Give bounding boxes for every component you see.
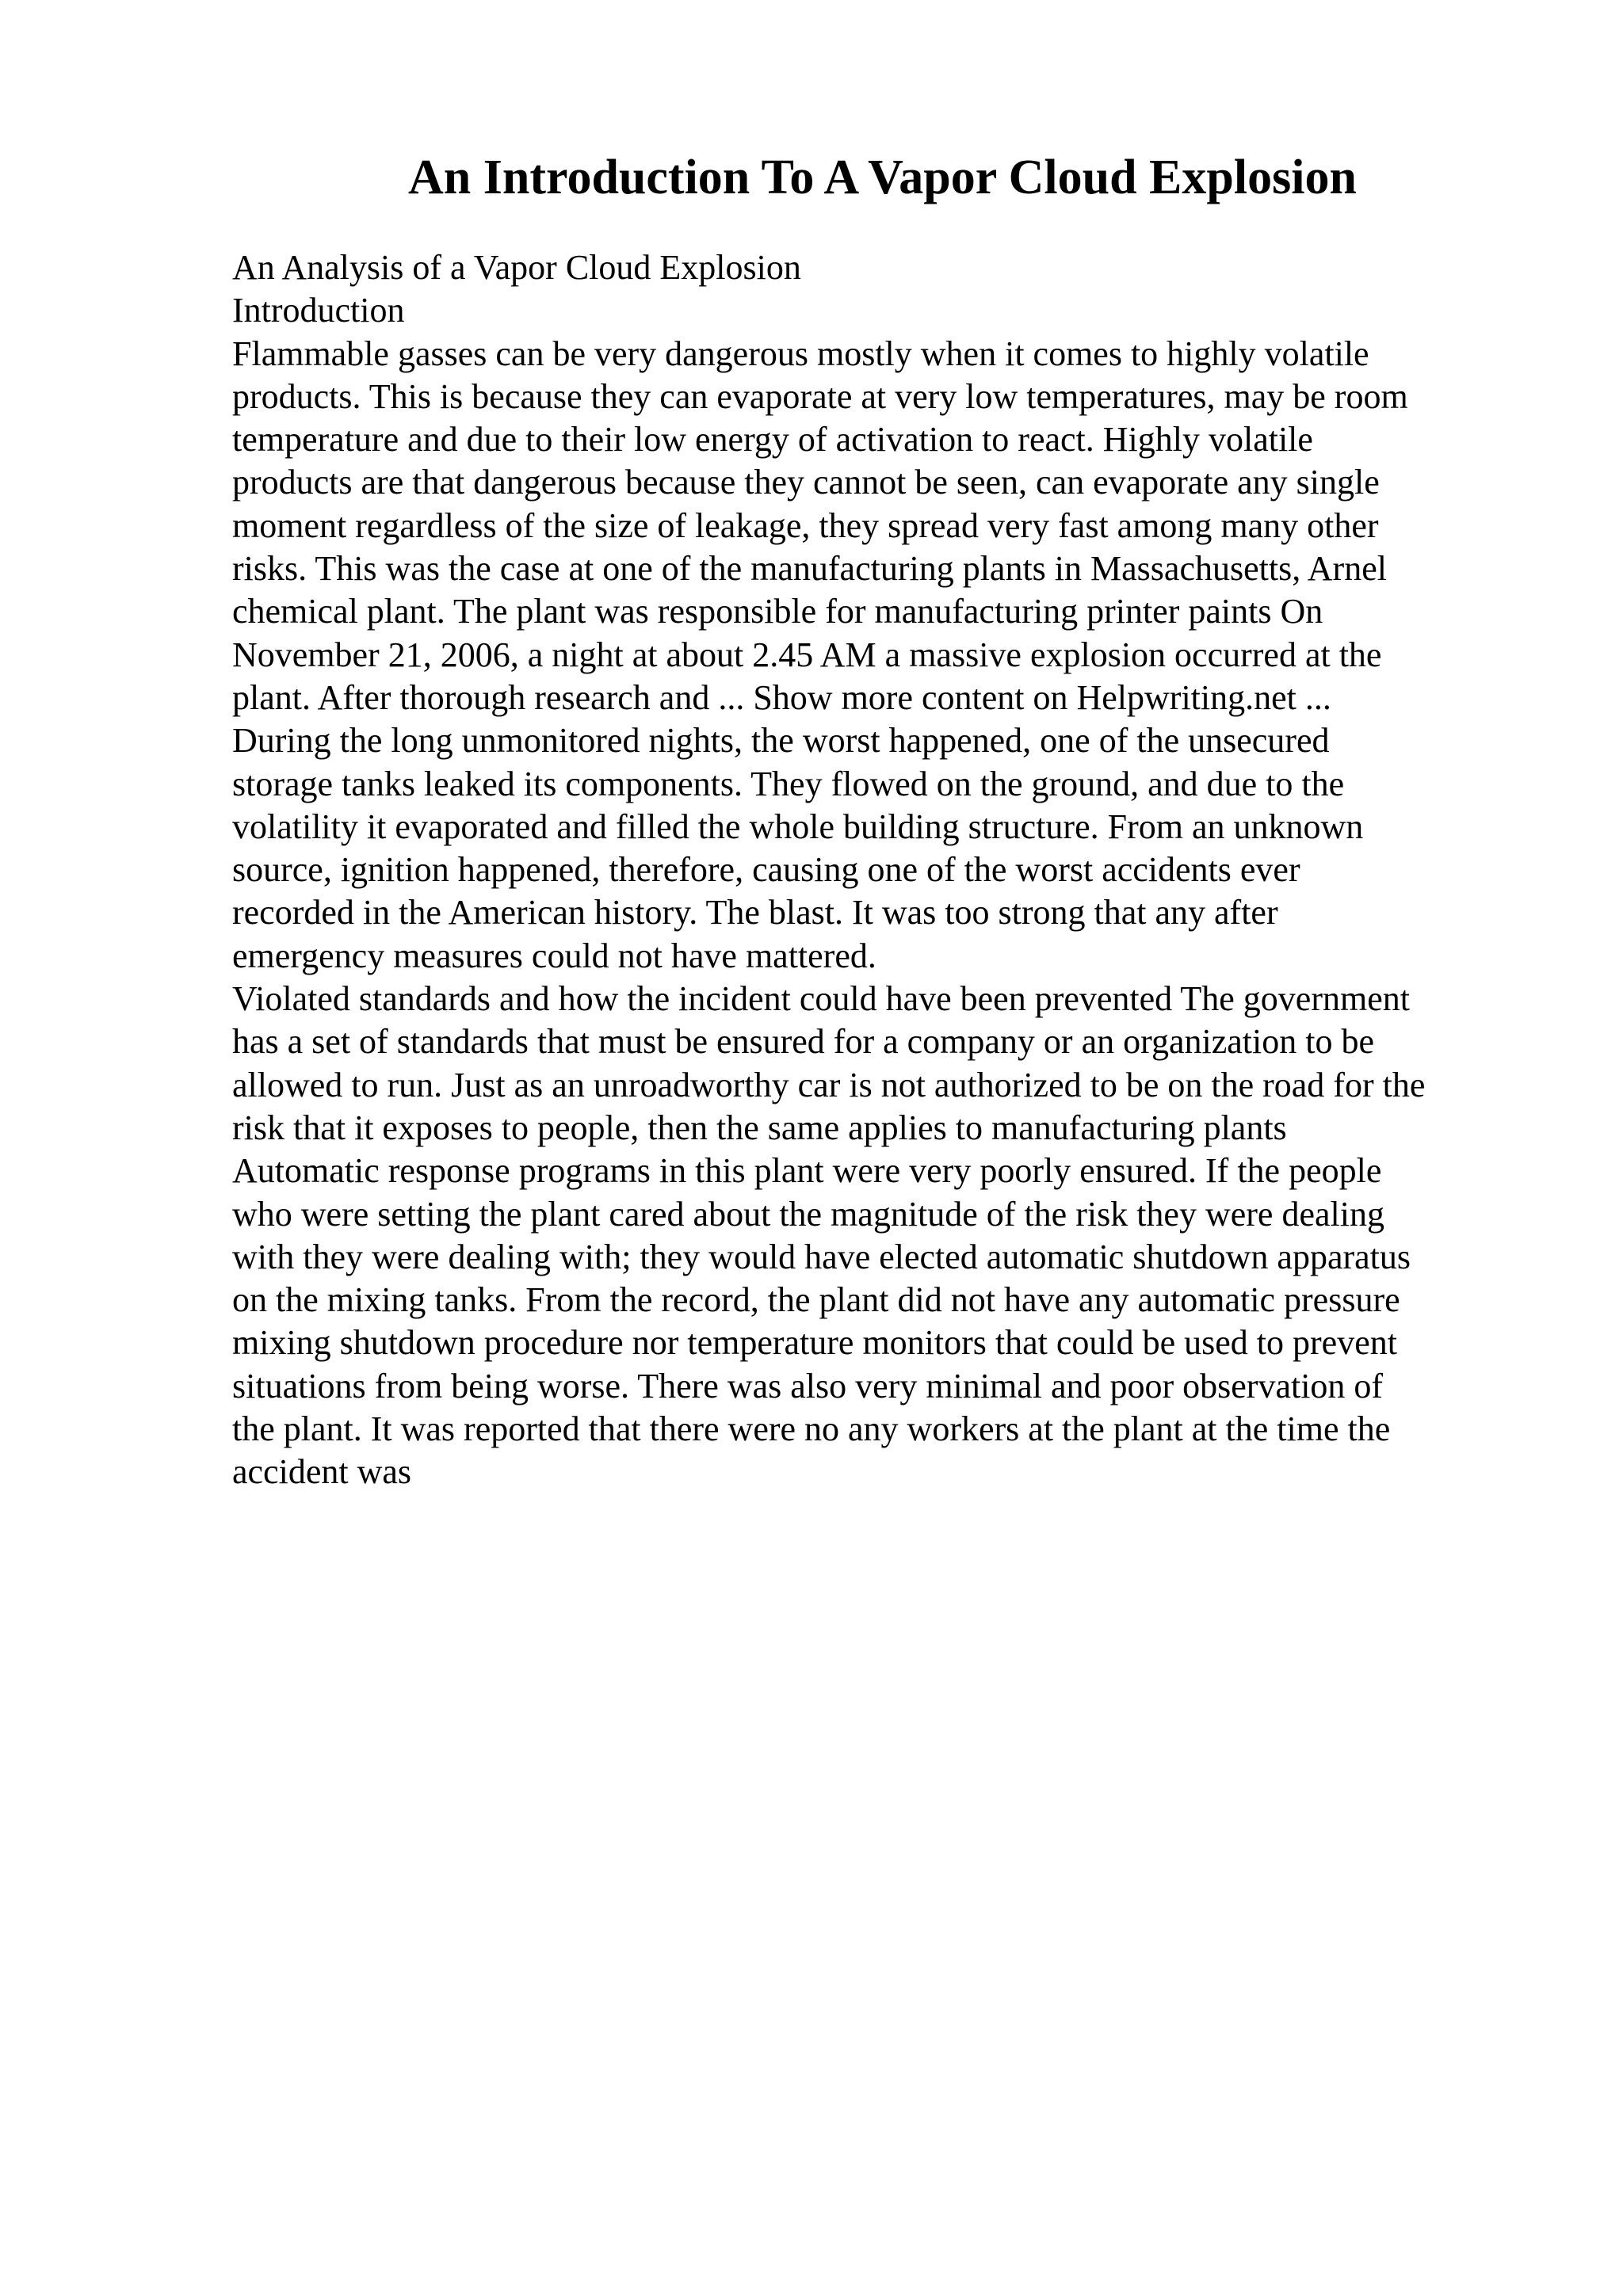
body-text-line: with they were dealing with; they would have elected automatic shutdown apparatus [232,1237,1411,1276]
body-text-line: storage tanks leaked its components. They flowed on the ground, and due to the [232,764,1345,803]
body-text-line: who were setting the plant cared about the magnitude of the risk they were dealing [232,1194,1384,1234]
body-text-line: on the mixing tanks. From the record, the plant did not have any automatic pressure [232,1280,1400,1320]
body-text-line: November 21, 2006, a night at about 2.45 AM a massive explosion occurred at the [232,635,1382,674]
body-text-line: risk that it exposes to people, then the same applies to manufacturing plants [232,1108,1287,1147]
body-text-line: During the long unmonitored nights, the worst happened, one of the unsecured [232,721,1330,761]
body-text-line: allowed to run. Just as an unroadworthy car is not authorized to be on the road for the [232,1065,1426,1104]
body-text-line: emergency measures could not have mattered. [232,936,876,975]
body-text-line: situations from being worse. There was also very minimal and poor observation of [232,1366,1384,1405]
body-text-line: recorded in the American history. The blast. It was too strong that any after [232,893,1278,933]
document-body [232,246,1500,1494]
body-text-line: mixing shutdown procedure nor temperature monitors that could be used to prevent [232,1323,1397,1363]
body-text-line: volatility it evaporated and filled the whole building structure. From an unknown [232,807,1364,846]
body-text-line: the plant. It was reported that there were no any workers at the plant at the time the [232,1409,1391,1449]
body-text-line: Automatic response programs in this plant were very poorly ensured. If the people [232,1151,1382,1191]
body-text-line: moment regardless of the size of leakage, they spread very fast among many other [232,505,1379,545]
body-text-line: An Analysis of a Vapor Cloud Explosion [232,248,801,287]
body-text-line: Flammable gasses can be very dangerous mostly when it comes to highly volatile [232,334,1369,373]
body-text-line: temperature and due to their low energy of activation to react. Highly volatile [232,420,1313,460]
body-text-line: chemical plant. The plant was responsible for manufacturing printer paints On [232,592,1323,631]
body-text-line: accident was [232,1452,411,1492]
body-text-line: plant. After thorough research and ... Show more content on Helpwriting.net ... [232,677,1331,717]
body-text-line: risks. This was the case at one of the manufacturing plants in Massachusetts, Arnel [232,549,1387,589]
body-text-line: has a set of standards that must be ensured for a company or an organization to be [232,1022,1374,1062]
body-text-line: Introduction [232,291,405,330]
document-title: An Introduction To A Vapor Cloud Explosion [408,151,1357,204]
body-text-line: products. This is because they can evaporate at very low temperatures, may be room [232,376,1408,416]
body-text-line: Violated standards and how the incident could have been prevented The government [232,979,1410,1019]
body-text-line: source, ignition happened, therefore, causing one of the worst accidents ever [232,850,1300,890]
body-text-line: products are that dangerous because they cannot be seen, can evaporate any single [232,463,1380,502]
